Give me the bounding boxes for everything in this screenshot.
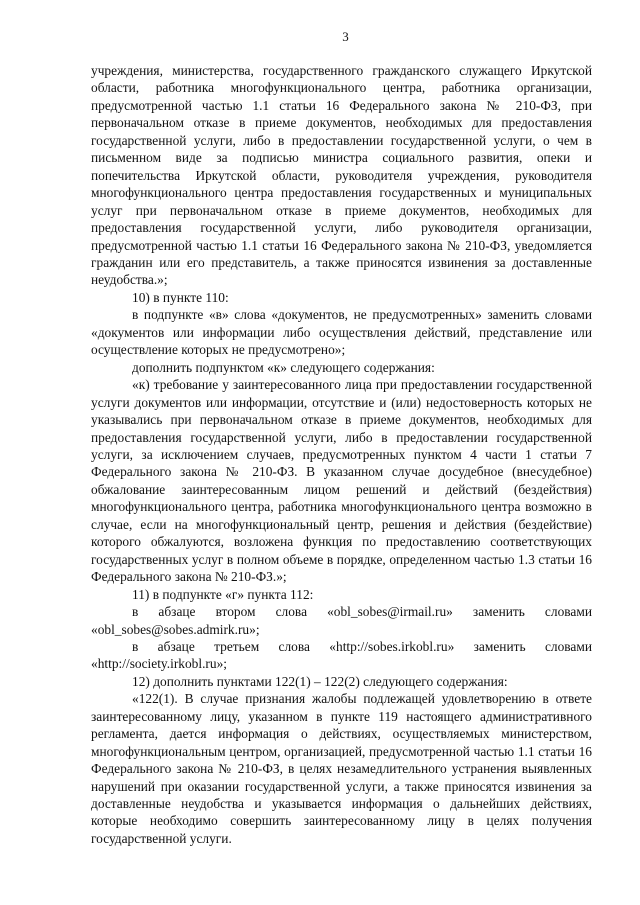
document-body [91, 62, 592, 847]
paragraph-item-11: 11) в подпункте «г» пункта 112: [132, 586, 314, 602]
paragraph-subitem-v: в подпункте «в» слова «документов, не предусмотренных» заменить словами «документов или информации либо осуществления действий, представление или осуществление которых не предусмотрено»; [91, 307, 592, 358]
paragraph-subitem-k: «к) требование у заинтересованного лица при предоставлении государственной услуги документов или информации, отсутствие и (или) недостоверность которых не указывались при первоначальном отказе в приеме документов, необходимых для предоставления государственной услуги, либо в предоставлении государственной услуги, за исключением случаев, предусмотренных пунктом 4 части 1 статьи 7 Федерального закона № 210-ФЗ. В указанном случае досудебное (внесудебное) обжалование заинтересованным лицом решений и действий (бездействия) многофункционального центра, работника многофункционального центра возможно в случае, если на многофункциональный центр, решения и действия (бездействие) которого обжалуются, возложена функция по предоставлению соответствующих государственных услуг в полном объеме в порядке, определенном частью 1.3 статьи 16 Федерального закона № 210-ФЗ.»; [91, 377, 592, 585]
paragraph-abzac-2: в абзаце втором слова «obl_sobes@irmail.ru» заменить словами «obl_sobes@sobes.admirk.ru»; [91, 604, 592, 637]
page-number: 3 [342, 29, 349, 44]
paragraph-item-12: 12) дополнить пунктами 122(1) – 122(2) следующего содержания: [132, 673, 508, 689]
paragraph-continuation: учреждения, министерства, государственного гражданского служащего Иркутской области, работника многофункционального центра, работника организации, предусмотренной частью 1.1 статьи 16 Федерального закона № 210-ФЗ, при первоначальном отказе в приеме документов, необходимых для предоставления государственной услуги, либо в предоставлении государственной услуги, о чем в письменном виде за подписью министра социального развития, опеки и попечительства Иркутской области, руководителя учреждения, руководителя многофункционального центра предоставления государственных и муниципальных услуг при первоначальном отказе в приеме документов, необходимых для предоставления государственной услуги, либо руководителя организации, предусмотренной частью 1.1 статьи 16 Федерального закона № 210-ФЗ, уведомляется гражданин или его представитель, а также приносятся извинения за доставленные неудобства.»; [91, 63, 592, 288]
paragraph-add-subitem-k: дополнить подпунктом «к» следующего содержания: [132, 359, 435, 375]
paragraph-abzac-3: в абзаце третьем слова «http://sobes.irkobl.ru» заменить словами «http://society.irkobl.ru»; [91, 638, 592, 672]
paragraph-item-10: 10) в пункте 110: [132, 289, 229, 305]
paragraph-item-122-1: «122(1). В случае признания жалобы подлежащей удовлетворению в ответе заинтересованному лицу, указанном в пункте 119 настоящего административного регламента, дается информация о действиях, осуществляемых министерством, многофункциональным центром, организацией, предусмотренной частью 1.1 статьи 16 Федерального закона № 210-ФЗ, в целях незамедлительного устранения выявленных нарушений при оказании государственной услуги, а также приносятся извинения за доставленные неудобства и указывается информация о дальнейших действиях, которые необходимо совершить заинтересованному лицу в целях получения государственной услуги. [91, 691, 592, 846]
